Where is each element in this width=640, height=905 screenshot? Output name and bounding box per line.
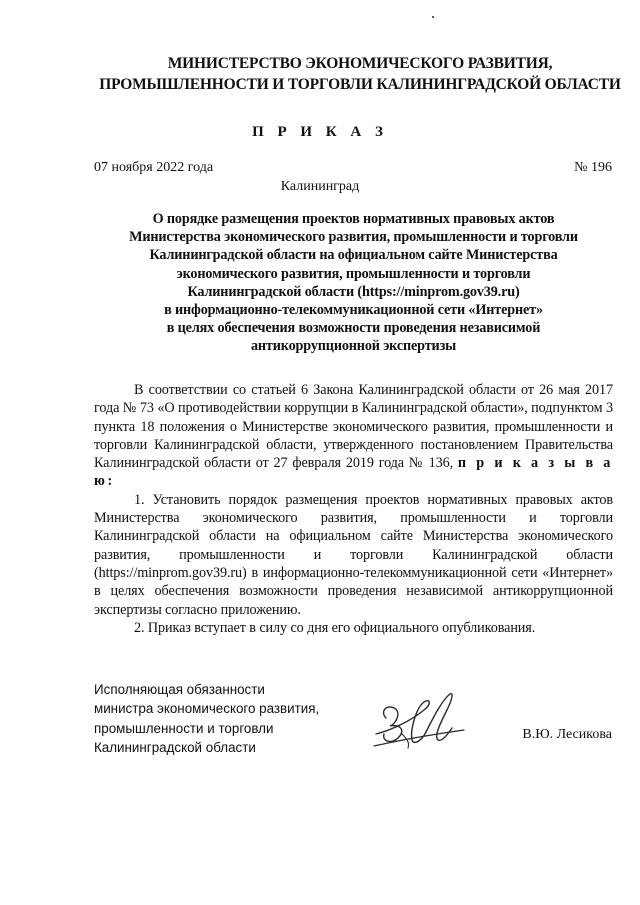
order-item-1: 1. Установить порядок размещения проектов нормативных правовых актов Министерства экономического развития, промышленности и торговли Калининградской области на официальном сайте Министерства экономического развития, промышленности и торговли Калининградской области (https://minprom.gov39.ru) в информационно-телекоммуникационной сети «Интернет» в целях обеспечения возможности проведения независимой антикоррупционной экспертизы согласно приложению. — [94, 491, 613, 618]
signer-position-line: Калининградской области — [94, 739, 256, 755]
order-item-2: 2. Приказ вступает в силу со дня его официального опубликования. — [134, 619, 536, 636]
title-line: антикоррупционной экспертизы — [250, 338, 457, 355]
title-line: экономического развития, промышленности и торговли — [176, 265, 531, 282]
document-body — [94, 381, 613, 637]
title-line: О порядке размещения проектов нормативных правовых актов — [152, 211, 555, 227]
scan-speck — [432, 16, 434, 18]
order-word: п р и к а з ы в а ю: — [94, 455, 613, 490]
preamble-paragraph — [94, 381, 613, 491]
signer-position — [94, 680, 364, 757]
preamble-text: В соответствии со статьей 6 Закона Калининградской области от 26 мая 2017 года № 73 «О противодействии коррупции в Калининградской области», подпунктом 3 пункта 18 положения о Министерстве экономического развития, промышленности и торговли Калининградской области, утвержденного постановлением Правительства Калининградской области от 27 февраля 2019 года № 136, — [94, 382, 613, 472]
ministry-line-2: ПРОМЫШЛЕННОСТИ И ТОРГОВЛИ КАЛИНИНГРАДСКОЙ ОБЛАСТИ — [99, 76, 621, 93]
title-line: Министерства экономического развития, промышленности и торговли — [129, 229, 578, 246]
signer-name: В.Ю. Лесикова — [522, 727, 612, 742]
document-type-heading: П Р И К А З — [252, 124, 388, 140]
document-number: № 196 — [574, 160, 612, 175]
title-line: Калининградской области на официальном сайте Министерства — [149, 247, 558, 264]
handwritten-signature — [372, 690, 467, 756]
title-line: Калининградской области (https://minprom.gov39.ru) — [187, 283, 520, 300]
ministry-header — [60, 53, 640, 95]
document-title — [94, 210, 613, 356]
signer-position-line: Исполняющая обязанности — [94, 682, 265, 697]
title-line: в информационно-телекоммуникационной сети «Интернет» — [164, 302, 543, 319]
document-city: Калининград — [280, 179, 360, 194]
document-date: 07 ноября 2022 года — [94, 160, 214, 175]
ministry-line-1: МИНИСТЕРСТВО ЭКОНОМИЧЕСКОГО РАЗВИТИЯ, — [167, 55, 553, 72]
signer-position-line: промышленности и торговли — [94, 720, 274, 736]
signer-position-line: министра экономического развития, — [94, 701, 320, 717]
title-line: в целях обеспечения возможности проведения независимой — [166, 320, 541, 337]
